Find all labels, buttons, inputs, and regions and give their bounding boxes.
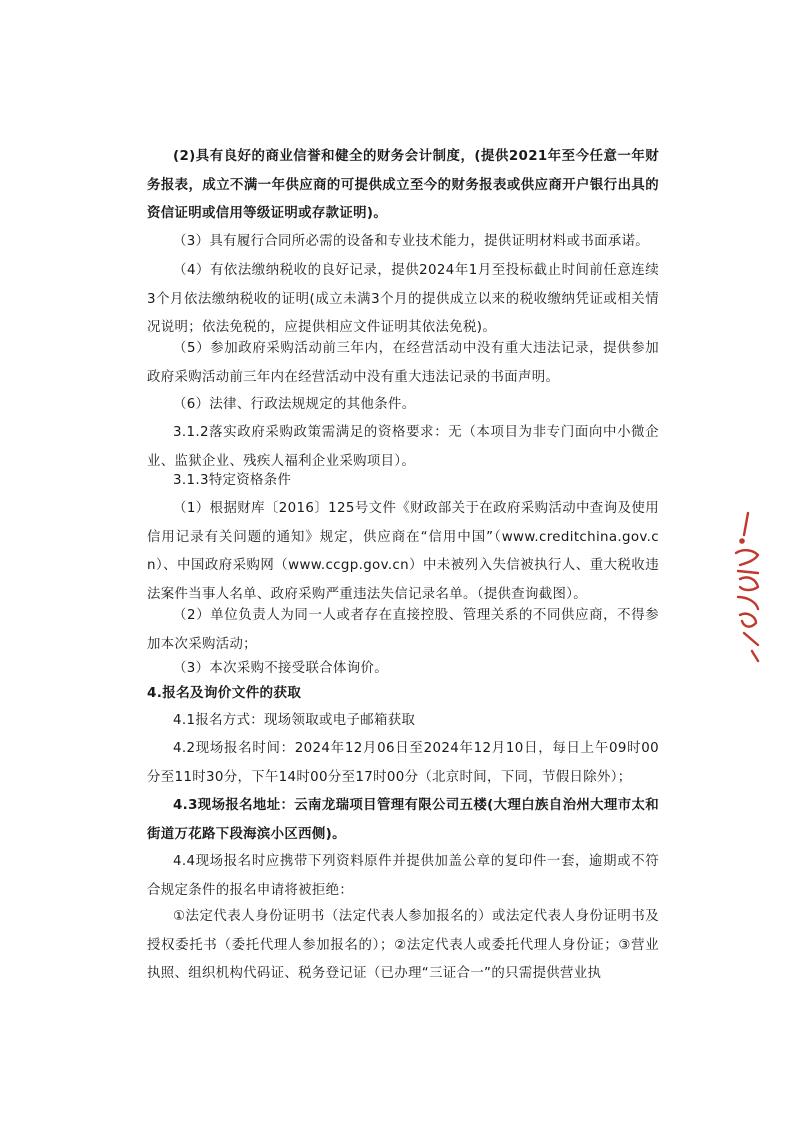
- paragraph-financial-system: (2)具有良好的商业信誉和健全的财务会计制度，(提供2021年至今任意一年财务报表，成立不满一年供应商的可提供成立至今的财务报表或供应商开户银行出具的资信证明或信用等级证明或存款证明)。: [147, 149, 659, 221]
- paragraph-policy-requirements: 3.1.2落实政府采购政策需满足的资格要求：无（本项目为非专门面向中小微企业、监狱企业、残疾人福利企业采购项目）。: [147, 425, 659, 469]
- paragraph-other-conditions: （6）法律、行政法规规定的其他条件。: [173, 397, 416, 412]
- handwritten-annotation: [718, 505, 778, 665]
- paragraph-no-consortium: （3）本次采购不接受联合体询价。: [173, 661, 388, 676]
- paragraph-registration-materials: 4.4现场报名时应携带下列资料原件并提供加盖公章的复印件一套，逾期或不符合规定条件的报名申请将被拒绝：: [147, 854, 659, 898]
- section-heading-registration: 4.报名及询价文件的获取: [147, 685, 302, 701]
- paragraph-required-documents: ①法定代表人身份证明书（法定代表人参加报名的）或法定代表人身份证明书及授权委托书（委托代理人参加报名的）；②法定代表人或委托代理人身份证；③营业执照、组织机构代码证、税务登记证（已办理“三证合一”的只需提供营业执: [147, 909, 659, 981]
- paragraph-tax-record: （4）有依法缴纳税收的良好记录，提供2024年1月至投标截止时间前任意连续3个月依法缴纳税收的证明(成立未满3个月的提供成立以来的税收缴纳凭证或相关情况说明；依法免税的，应提供相应文件证明其依法免税)。: [147, 263, 659, 335]
- paragraph-same-responsible-person: （2）单位负责人为同一人或者存在直接控股、管理关系的不同供应商，不得参加本次采购活动；: [147, 608, 659, 652]
- paragraph-registration-time: 4.2现场报名时间：2024年12月06日至2024年12月10日，每日上午09时00分至11时30分，下午14时00分至17时00分（北京时间，下同，节假日除外）；: [147, 741, 659, 785]
- paragraph-no-violation: （5）参加政府采购活动前三年内，在经营活动中没有重大违法记录，提供参加政府采购活动前三年内在经营活动中没有重大违法记录的书面声明。: [147, 341, 659, 385]
- paragraph-equipment-capability: （3）具有履行合同所必需的设备和专业技术能力，提供证明材料或书面承诺。: [173, 234, 650, 249]
- paragraph-specific-qualification: 3.1.3特定资格条件: [173, 473, 292, 488]
- paragraph-registration-address: 4.3现场报名地址：云南龙瑞项目管理有限公司五楼(大理白族自治州大理市太和街道万花路下段海滨小区西侧)。: [147, 798, 659, 842]
- paragraph-registration-method: 4.1报名方式：现场领取或电子邮箱获取: [173, 713, 416, 728]
- paragraph-credit-record: （1）根据财库〔2016〕125号文件《财政部关于在政府采购活动中查询及使用信用记录有关问题的通知》规定，供应商在“信用中国”（www.creditchina.gov.cn）、中国政府采购网（www.ccgp.gov.cn）中未被列入失信被执行人、重大税收违法案件当事人名单、政府采购严重违法失信记录名单。（提供查询截图）。: [147, 501, 659, 602]
